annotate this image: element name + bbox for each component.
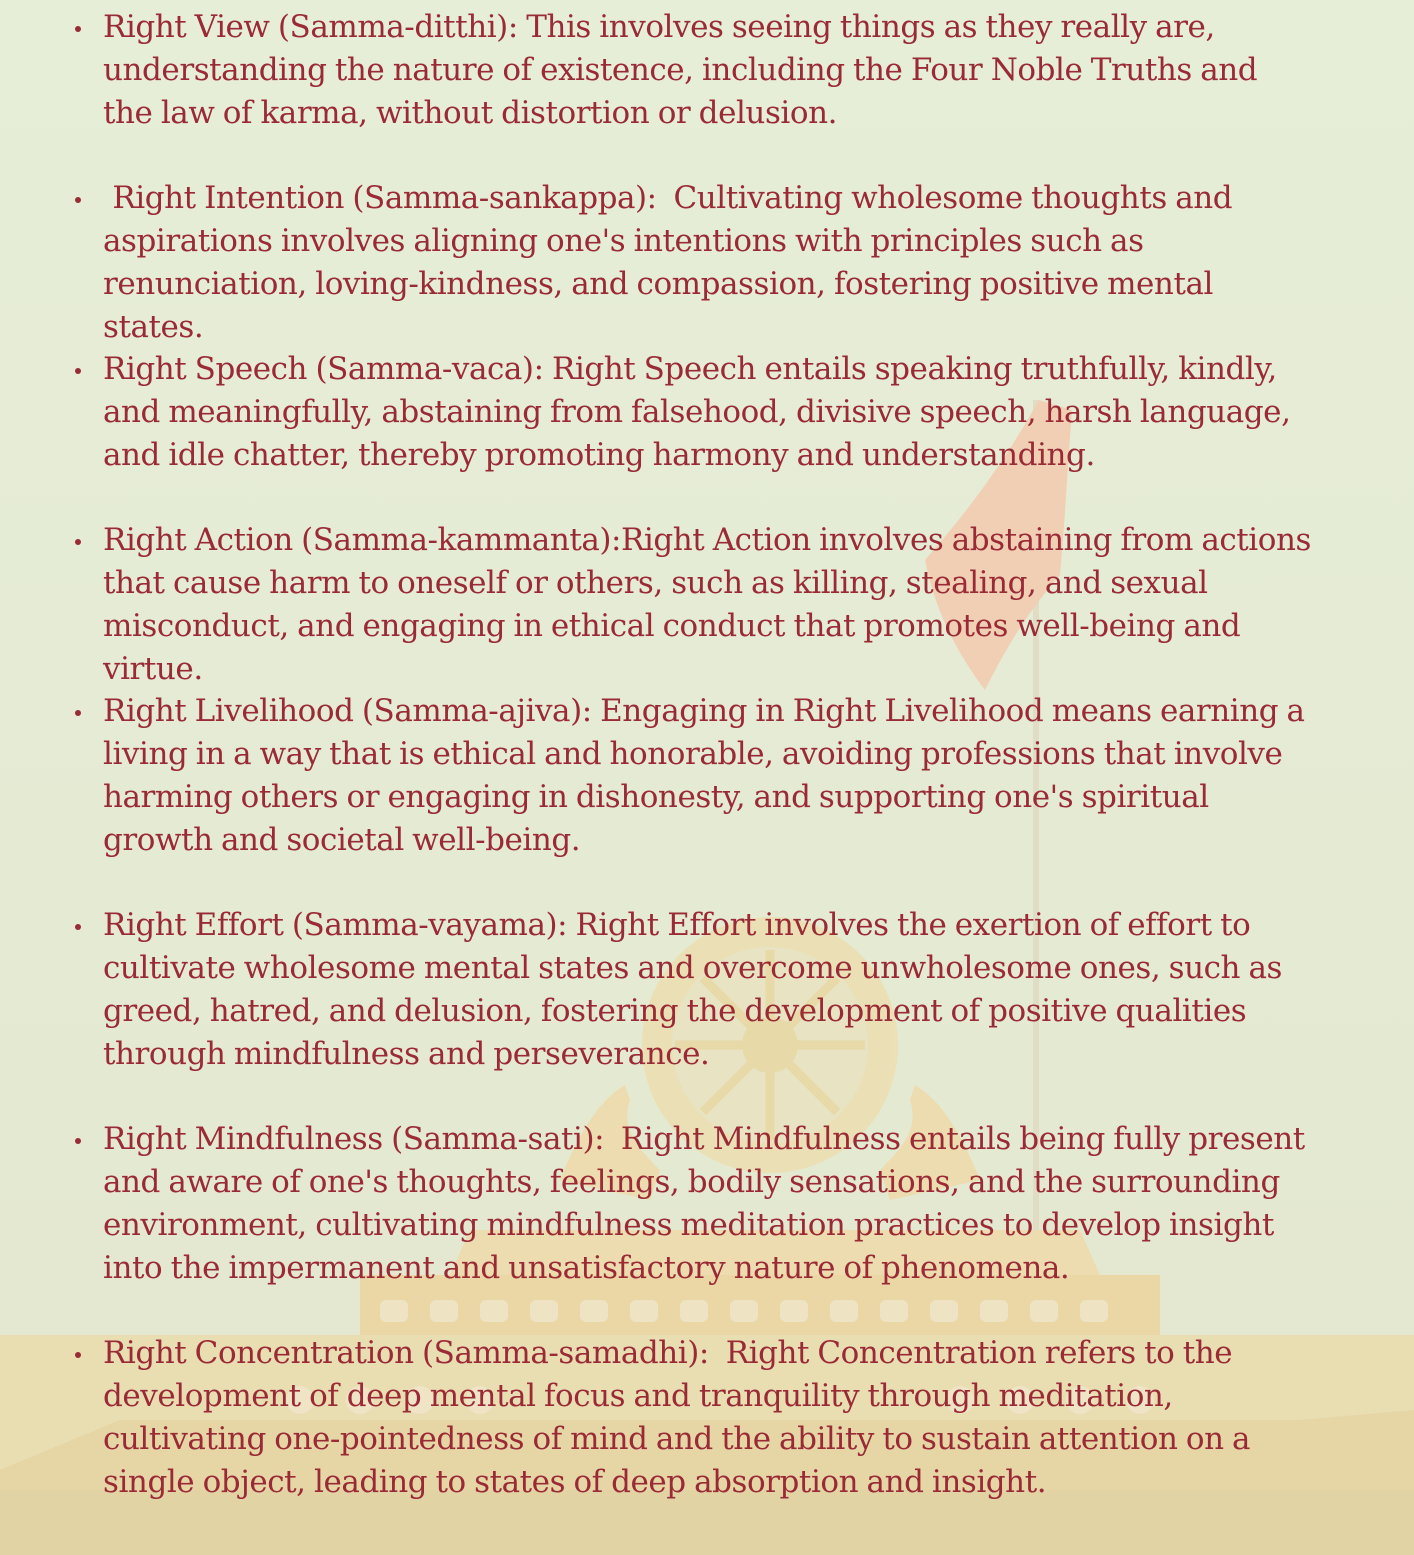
list-item-text: Right Mindfulness (Samma-sati): Right Mindfulness entails being fully present and aware of one's thoughts, feelings, bodily sensations, and the surrounding environment, cultivating mindfulness meditation practices to develop insight into the impermanent and unsatisfactory nature of phenomena.	[103, 1121, 1314, 1286]
bullet-icon	[75, 1138, 81, 1144]
bullet-icon	[75, 197, 81, 203]
list-item-right-action	[103, 519, 1313, 691]
list-item-text: Right Effort (Samma-vayama): Right Effort involves the exertion of effort to cultivate wholesome mental states and overcome unwholesome ones, such as greed, hatred, and delusion, fostering the development of positive qualities through mindfulness and perseverance.	[103, 907, 1282, 1072]
bullet-icon	[75, 924, 81, 930]
bullet-icon	[75, 1352, 81, 1358]
list-item-text: Right Concentration (Samma-samadhi): Right Concentration refers to the development of deep mental focus and tranquility through meditation, cultivating one-pointedness of mind and the ability to sustain attention on a single object, leading to states of deep absorption and insight.	[103, 1335, 1259, 1500]
list-item-right-livelihood	[103, 690, 1313, 862]
list-item-right-mindfulness	[103, 1118, 1313, 1290]
list-item-right-concentration	[103, 1332, 1313, 1504]
list-item-text: Right View (Samma-ditthi): This involves seeing things as they really are, understanding the nature of existence, including the Four Noble Truths and the law of karma, without distortion or delusion.	[103, 9, 1258, 131]
list-item-text: Right Livelihood (Samma-ajiva): Engaging in Right Livelihood means earning a living in a way that is ethical and honorable, avoiding professions that involve harming others or engaging in dishonesty, and supporting one's spiritual growth and societal well-being.	[103, 693, 1305, 858]
list-item-right-view	[103, 6, 1313, 135]
bullet-icon	[75, 710, 81, 716]
bullet-icon	[75, 539, 81, 545]
list-item-text: Right Intention (Samma-sankappa): Cultivating wholesome thoughts and aspirations involves aligning one's intentions with principles such as renunciation, loving-kindness, and compassion, fostering positive mental states.	[103, 180, 1241, 345]
bullet-icon	[75, 26, 81, 32]
list-item-text: Right Speech (Samma-vaca): Right Speech entails speaking truthfully, kindly, and meaningfully, abstaining from falsehood, divisive speech, harsh language, and idle chatter, thereby promoting harmony and understanding.	[103, 351, 1291, 473]
list-item-right-effort	[103, 904, 1313, 1076]
list-item-right-speech	[103, 348, 1313, 477]
bullet-icon	[75, 368, 81, 374]
list-item-text: Right Action (Samma-kammanta):Right Action involves abstaining from actions that cause harm to oneself or others, such as killing, stealing, and sexual misconduct, and engaging in ethical conduct that promotes well-being and virtue.	[103, 522, 1311, 687]
list-item-right-intention	[103, 177, 1313, 349]
